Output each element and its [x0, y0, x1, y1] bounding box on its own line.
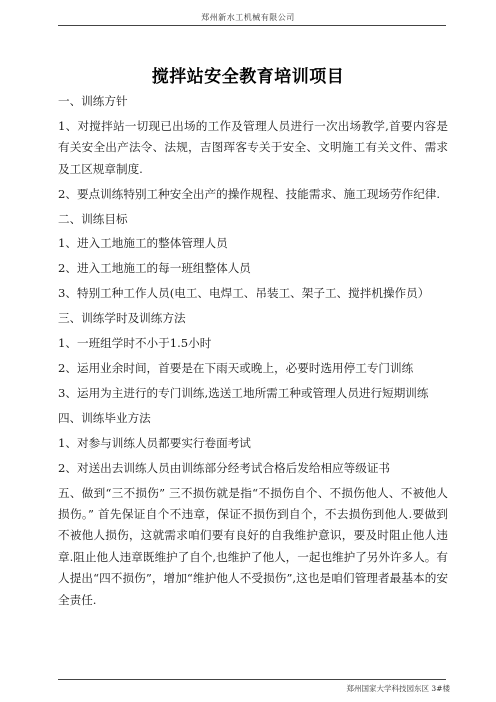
list-item: 2、运用业余时间，首要是在下雨天或晚上，必要时选用停工专门训练: [58, 360, 414, 375]
section-heading-4: 四、训练毕业方法: [58, 410, 151, 425]
list-item: 3、特别工种工作人员(电工、电焊工、吊装工、架子工、搅拌机操作员）: [58, 286, 430, 301]
list-item: 1、进入工地施工的整体管理人员: [58, 236, 228, 251]
list-item: 1、对参与训练人员都要实行卷面考试: [58, 435, 251, 450]
section-heading-3: 三、训练学时及训练方法: [58, 311, 186, 326]
document-title: 搅拌站安全教育培训项目: [151, 67, 345, 87]
paragraph: 2、要点训练特别工种安全出产的操作规程、技能需求、施工现场劳作纪律.: [58, 186, 441, 201]
list-item: 1、一班组学时不小于1.5小时: [58, 336, 212, 351]
footer-address: 郑州国家大学科技园东区 3#楼: [346, 684, 450, 693]
section-paragraph-5: 五、做到“三不损伤” 三不损伤就是指“不损伤自个、不损伤他人、不被他人损伤。” 首先保证自个不违章，保证不损伤到自个，不去损伤到他人.要做到不被他人损伤，这就需求咱们要有良好的自我维护意识，要及时阻止他人违章.阻止他人违章既维护了自个,也维护了他人，一起也维护了另外许多人。有人提出“四不损伤”，增加“维护他人不受损伤”,这也是咱们管理者最基本的安全责任.: [58, 485, 448, 607]
header-company: 郑州新水工机械有限公司: [201, 13, 295, 22]
document-body: [58, 91, 448, 611]
section-heading-1: 一、训练方针: [58, 94, 128, 108]
list-item: 2、进入工地施工的每一班组整体人员: [58, 261, 251, 276]
footer-divider: [58, 679, 446, 680]
header-divider: [58, 25, 446, 26]
section-heading-2: 二、训练目标: [58, 211, 128, 226]
list-item: 2、对送出去训练人员由训练部分经考试合格后发给相应等级证书: [58, 460, 391, 475]
list-item: 3、运用为主进行的专门训练,选送工地所需工种或管理人员进行短期训练: [58, 385, 429, 400]
paragraph: 1、对搅拌站一切现已出场的工作及管理人员进行一次出场教学,首要内容是有关安全出产法令、法规，吉图珲客专关于安全、文明施工有关文件、需求及工区规章制度.: [58, 118, 448, 176]
